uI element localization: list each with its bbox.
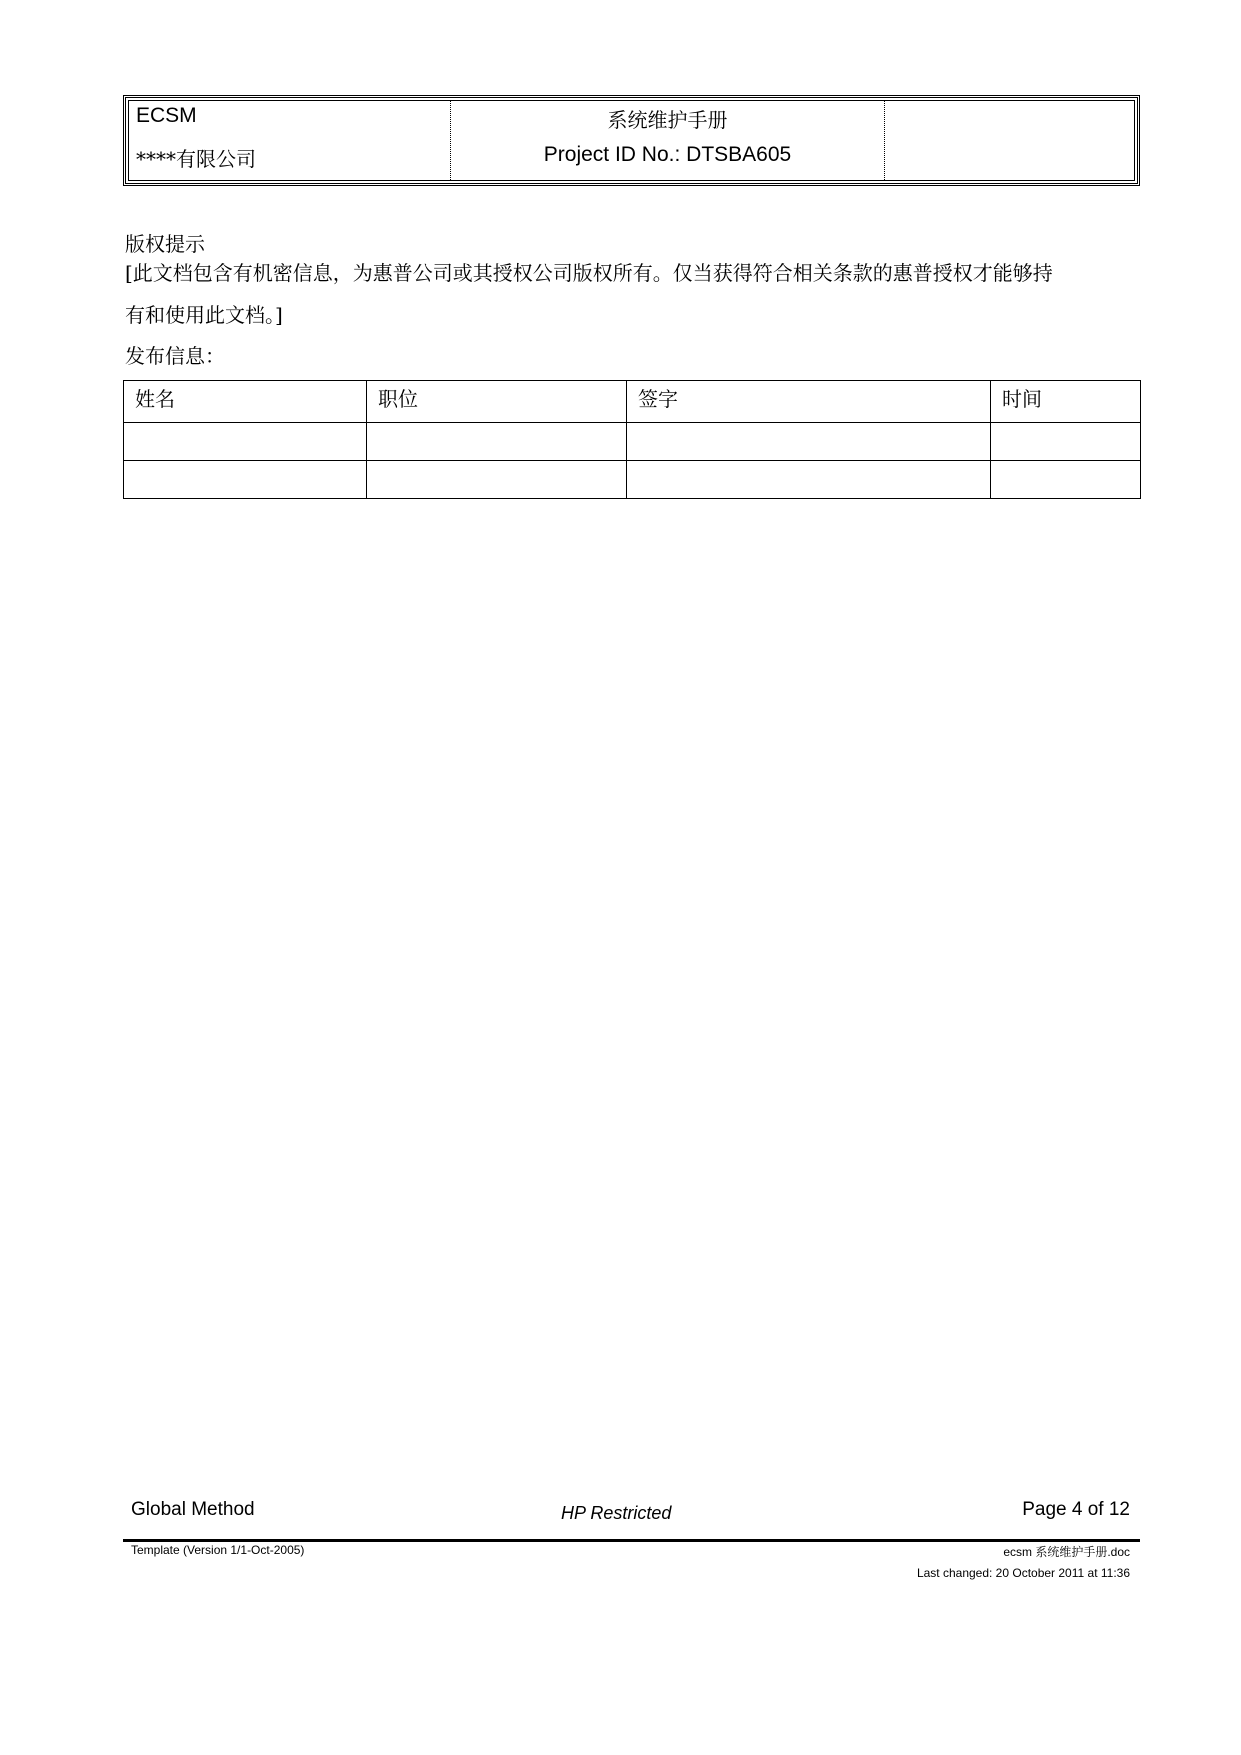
table-cell	[124, 461, 367, 499]
header-right-cell	[885, 101, 1134, 180]
table-row	[124, 461, 1141, 499]
header-cell-signature: 签字	[627, 381, 991, 423]
table-cell	[367, 461, 627, 499]
header-cell-position: 职位	[367, 381, 627, 423]
copyright-line-2: 有和使用此文档。]	[125, 303, 283, 327]
table-cell	[991, 461, 1141, 499]
header-company: ****有限公司	[136, 147, 256, 171]
table-cell	[124, 423, 367, 461]
table-cell	[367, 423, 627, 461]
footer-filename: ecsm 系统维护手册.doc	[1003, 1545, 1130, 1559]
header-doc-title: 系统维护手册	[607, 108, 728, 132]
footer-template-version: Template (Version 1/1-Oct-2005)	[131, 1543, 305, 1557]
footer-page-number: Page 4 of 12	[1022, 1499, 1130, 1520]
release-info-label: 发布信息：	[125, 344, 225, 368]
footer-last-changed: Last changed: 20 October 2011 at 11:36	[916, 1566, 1130, 1580]
release-info-table	[123, 380, 1141, 499]
table-cell	[627, 461, 991, 499]
table-cell	[627, 423, 991, 461]
document-header	[123, 95, 1140, 186]
header-center-cell	[451, 101, 885, 180]
footer-method: Global Method	[131, 1499, 255, 1520]
header-left-cell	[129, 101, 451, 180]
header-project-id: Project ID No.: DTSBA605	[543, 143, 792, 166]
header-inner-frame	[128, 100, 1135, 181]
table-cell	[991, 423, 1141, 461]
header-cell-name: 姓名	[124, 381, 367, 423]
copyright-title: 版权提示	[125, 232, 205, 256]
footer-classification: HP Restricted	[561, 1503, 672, 1523]
footer-rule	[123, 1539, 1140, 1542]
header-product: ECSM	[136, 104, 197, 127]
header-cell-time: 时间	[991, 381, 1141, 423]
copyright-line-1: [此文档包含有机密信息，为惠普公司或其授权公司版权所有。仅当获得符合相关条款的惠普授权才能够持	[125, 261, 1053, 285]
table-header-row	[124, 381, 1141, 423]
table-row	[124, 423, 1141, 461]
